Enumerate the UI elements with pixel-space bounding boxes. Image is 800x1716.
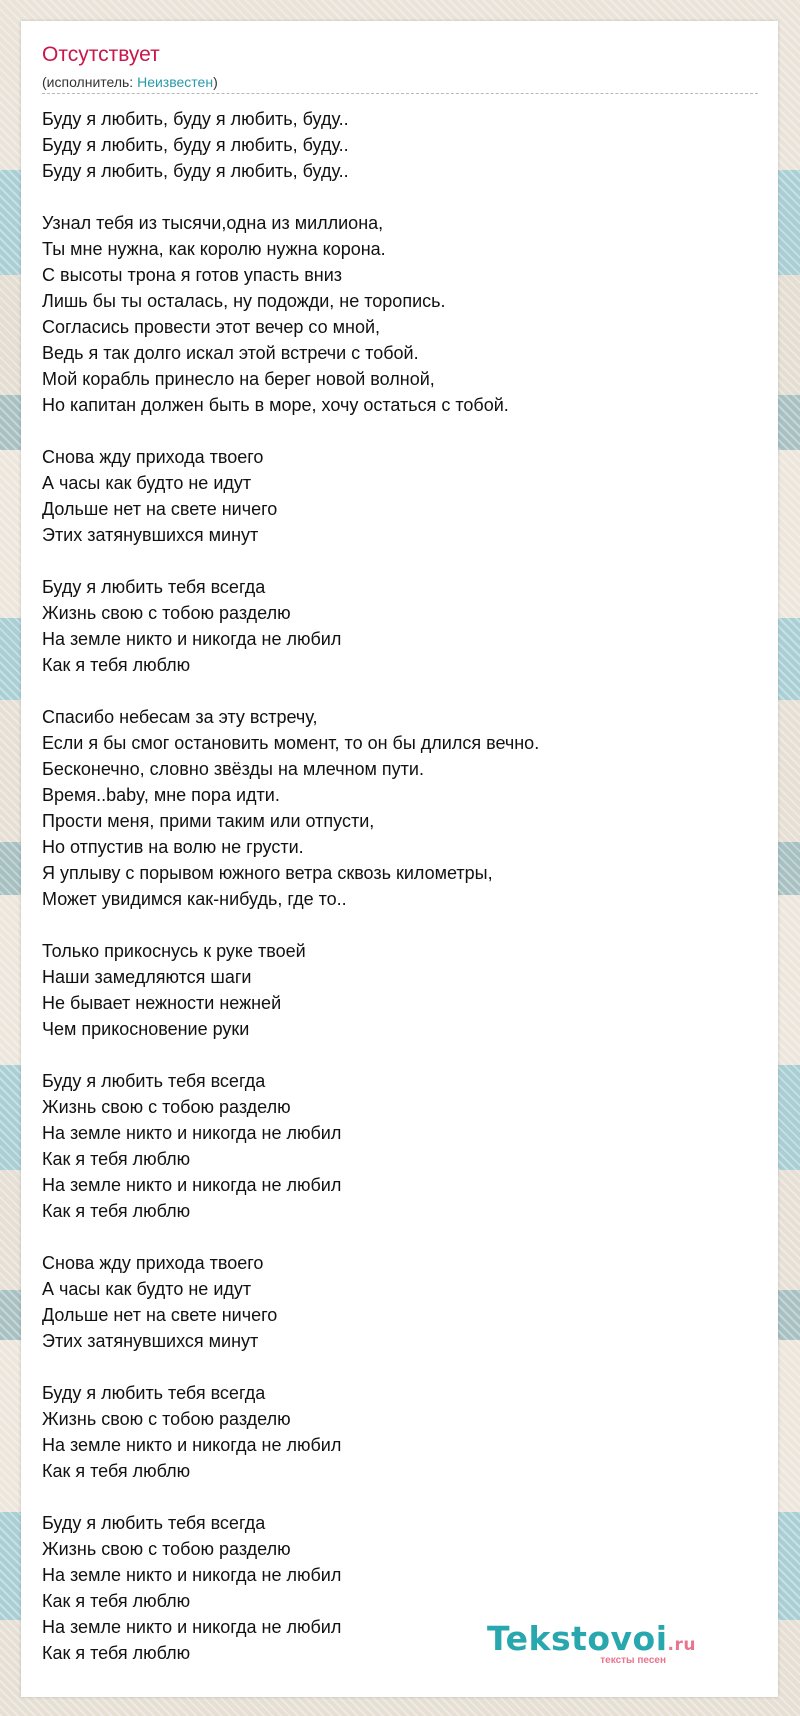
lyrics-line: Дольше нет на свете ничего xyxy=(42,1305,278,1325)
lyrics-line: Как я тебя люблю xyxy=(42,1201,191,1221)
lyrics-line: На земле никто и никогда не любил xyxy=(42,1617,342,1637)
lyrics-line: Но отпустив на волю не грусти. xyxy=(42,837,304,857)
site-logo[interactable] xyxy=(487,1619,696,1666)
lyrics-stanza xyxy=(42,938,539,1042)
lyrics-line: Жизнь свою с тобою разделю xyxy=(42,1409,291,1429)
artist-link[interactable]: Неизвестен xyxy=(137,74,214,90)
lyrics-line: А часы как будто не идут xyxy=(42,473,252,493)
lyrics-card xyxy=(21,21,778,1697)
lyrics-line: Узнал тебя из тысячи,одна из миллиона, xyxy=(42,213,384,233)
lyrics-line: Время..baby, мне пора идти. xyxy=(42,785,280,805)
lyrics-line: Буду я любить тебя всегда xyxy=(42,1513,266,1533)
lyrics-line: Буду я любить тебя всегда xyxy=(42,1071,266,1091)
lyrics-stanza xyxy=(42,210,539,418)
lyrics-line: Снова жду прихода твоего xyxy=(42,447,264,467)
song-title: Отсутствует xyxy=(42,43,160,66)
lyrics-stanza xyxy=(42,1068,539,1224)
lyrics-line: Снова жду прихода твоего xyxy=(42,1253,264,1273)
logo-tld: .ru xyxy=(667,1635,696,1655)
artist-prefix: (исполнитель: xyxy=(42,74,138,90)
lyrics-line: На земле никто и никогда не любил xyxy=(42,1565,342,1585)
lyrics-line: Прости меня, прими таким или отпусти, xyxy=(42,811,375,831)
logo-tagline: тексты песен xyxy=(600,1655,666,1666)
lyrics-line: Может увидимся как-нибудь, где то.. xyxy=(42,889,347,909)
lyrics-line: Буду я любить, буду я любить, буду.. xyxy=(42,135,349,155)
lyrics-line: Наши замедляются шаги xyxy=(42,967,252,987)
lyrics-text xyxy=(42,106,539,1692)
lyrics-line: Согласись провести этот вечер со мной, xyxy=(42,317,381,337)
lyrics-line: Спасибо небесам за эту встречу, xyxy=(42,707,318,727)
lyrics-line: На земле никто и никогда не любил xyxy=(42,1435,342,1455)
lyrics-line: Жизнь свою с тобою разделю xyxy=(42,1539,291,1559)
lyrics-stanza xyxy=(42,574,539,678)
lyrics-line: Буду я любить тебя всегда xyxy=(42,577,266,597)
lyrics-line: Как я тебя люблю xyxy=(42,1591,191,1611)
lyrics-line: Ты мне нужна, как королю нужна корона. xyxy=(42,239,386,259)
lyrics-line: Не бывает нежности нежней xyxy=(42,993,282,1013)
lyrics-line: Этих затянувшихся минут xyxy=(42,525,259,545)
lyrics-stanza xyxy=(42,106,539,184)
artist-line xyxy=(42,73,218,91)
lyrics-line: Как я тебя люблю xyxy=(42,1461,191,1481)
lyrics-line: А часы как будто не идут xyxy=(42,1279,252,1299)
lyrics-stanza xyxy=(42,704,539,912)
lyrics-line: С высоты трона я готов упасть вниз xyxy=(42,265,343,285)
lyrics-line: Бесконечно, словно звёзды на млечном пути. xyxy=(42,759,424,779)
lyrics-line: Ведь я так долго искал этой встречи с тобой. xyxy=(42,343,419,363)
logo-name: Tekstovoi xyxy=(487,1619,668,1658)
lyrics-stanza xyxy=(42,444,539,548)
lyrics-line: Как я тебя люблю xyxy=(42,655,191,675)
lyrics-line: Только прикоснусь к руке твоей xyxy=(42,941,306,961)
lyrics-line: На земле никто и никогда не любил xyxy=(42,629,342,649)
lyrics-stanza xyxy=(42,1250,539,1354)
lyrics-line: Буду я любить, буду я любить, буду.. xyxy=(42,161,349,181)
lyrics-line: На земле никто и никогда не любил xyxy=(42,1123,342,1143)
lyrics-line: Как я тебя люблю xyxy=(42,1643,191,1663)
lyrics-line: Чем прикосновение руки xyxy=(42,1019,250,1039)
lyrics-line: Жизнь свою с тобою разделю xyxy=(42,603,291,623)
lyrics-line: Этих затянувшихся минут xyxy=(42,1331,259,1351)
lyrics-line: Мой корабль принесло на берег новой волной, xyxy=(42,369,435,389)
lyrics-line: Жизнь свою с тобою разделю xyxy=(42,1097,291,1117)
lyrics-line: Но капитан должен быть в море, хочу остаться с тобой. xyxy=(42,395,509,415)
lyrics-line: Буду я любить, буду я любить, буду.. xyxy=(42,109,349,129)
header-divider xyxy=(42,93,758,94)
lyrics-stanza xyxy=(42,1510,539,1666)
lyrics-line: Если я бы смог остановить момент, то он бы длился вечно. xyxy=(42,733,540,753)
lyrics-line: Лишь бы ты осталась, ну подожди, не торопись. xyxy=(42,291,446,311)
lyrics-stanza xyxy=(42,1380,539,1484)
lyrics-line: Буду я любить тебя всегда xyxy=(42,1383,266,1403)
lyrics-line: На земле никто и никогда не любил xyxy=(42,1175,342,1195)
lyrics-line: Я уплыву с порывом южного ветра сквозь километры, xyxy=(42,863,493,883)
lyrics-line: Дольше нет на свете ничего xyxy=(42,499,278,519)
artist-suffix: ) xyxy=(213,74,218,90)
lyrics-line: Как я тебя люблю xyxy=(42,1149,191,1169)
